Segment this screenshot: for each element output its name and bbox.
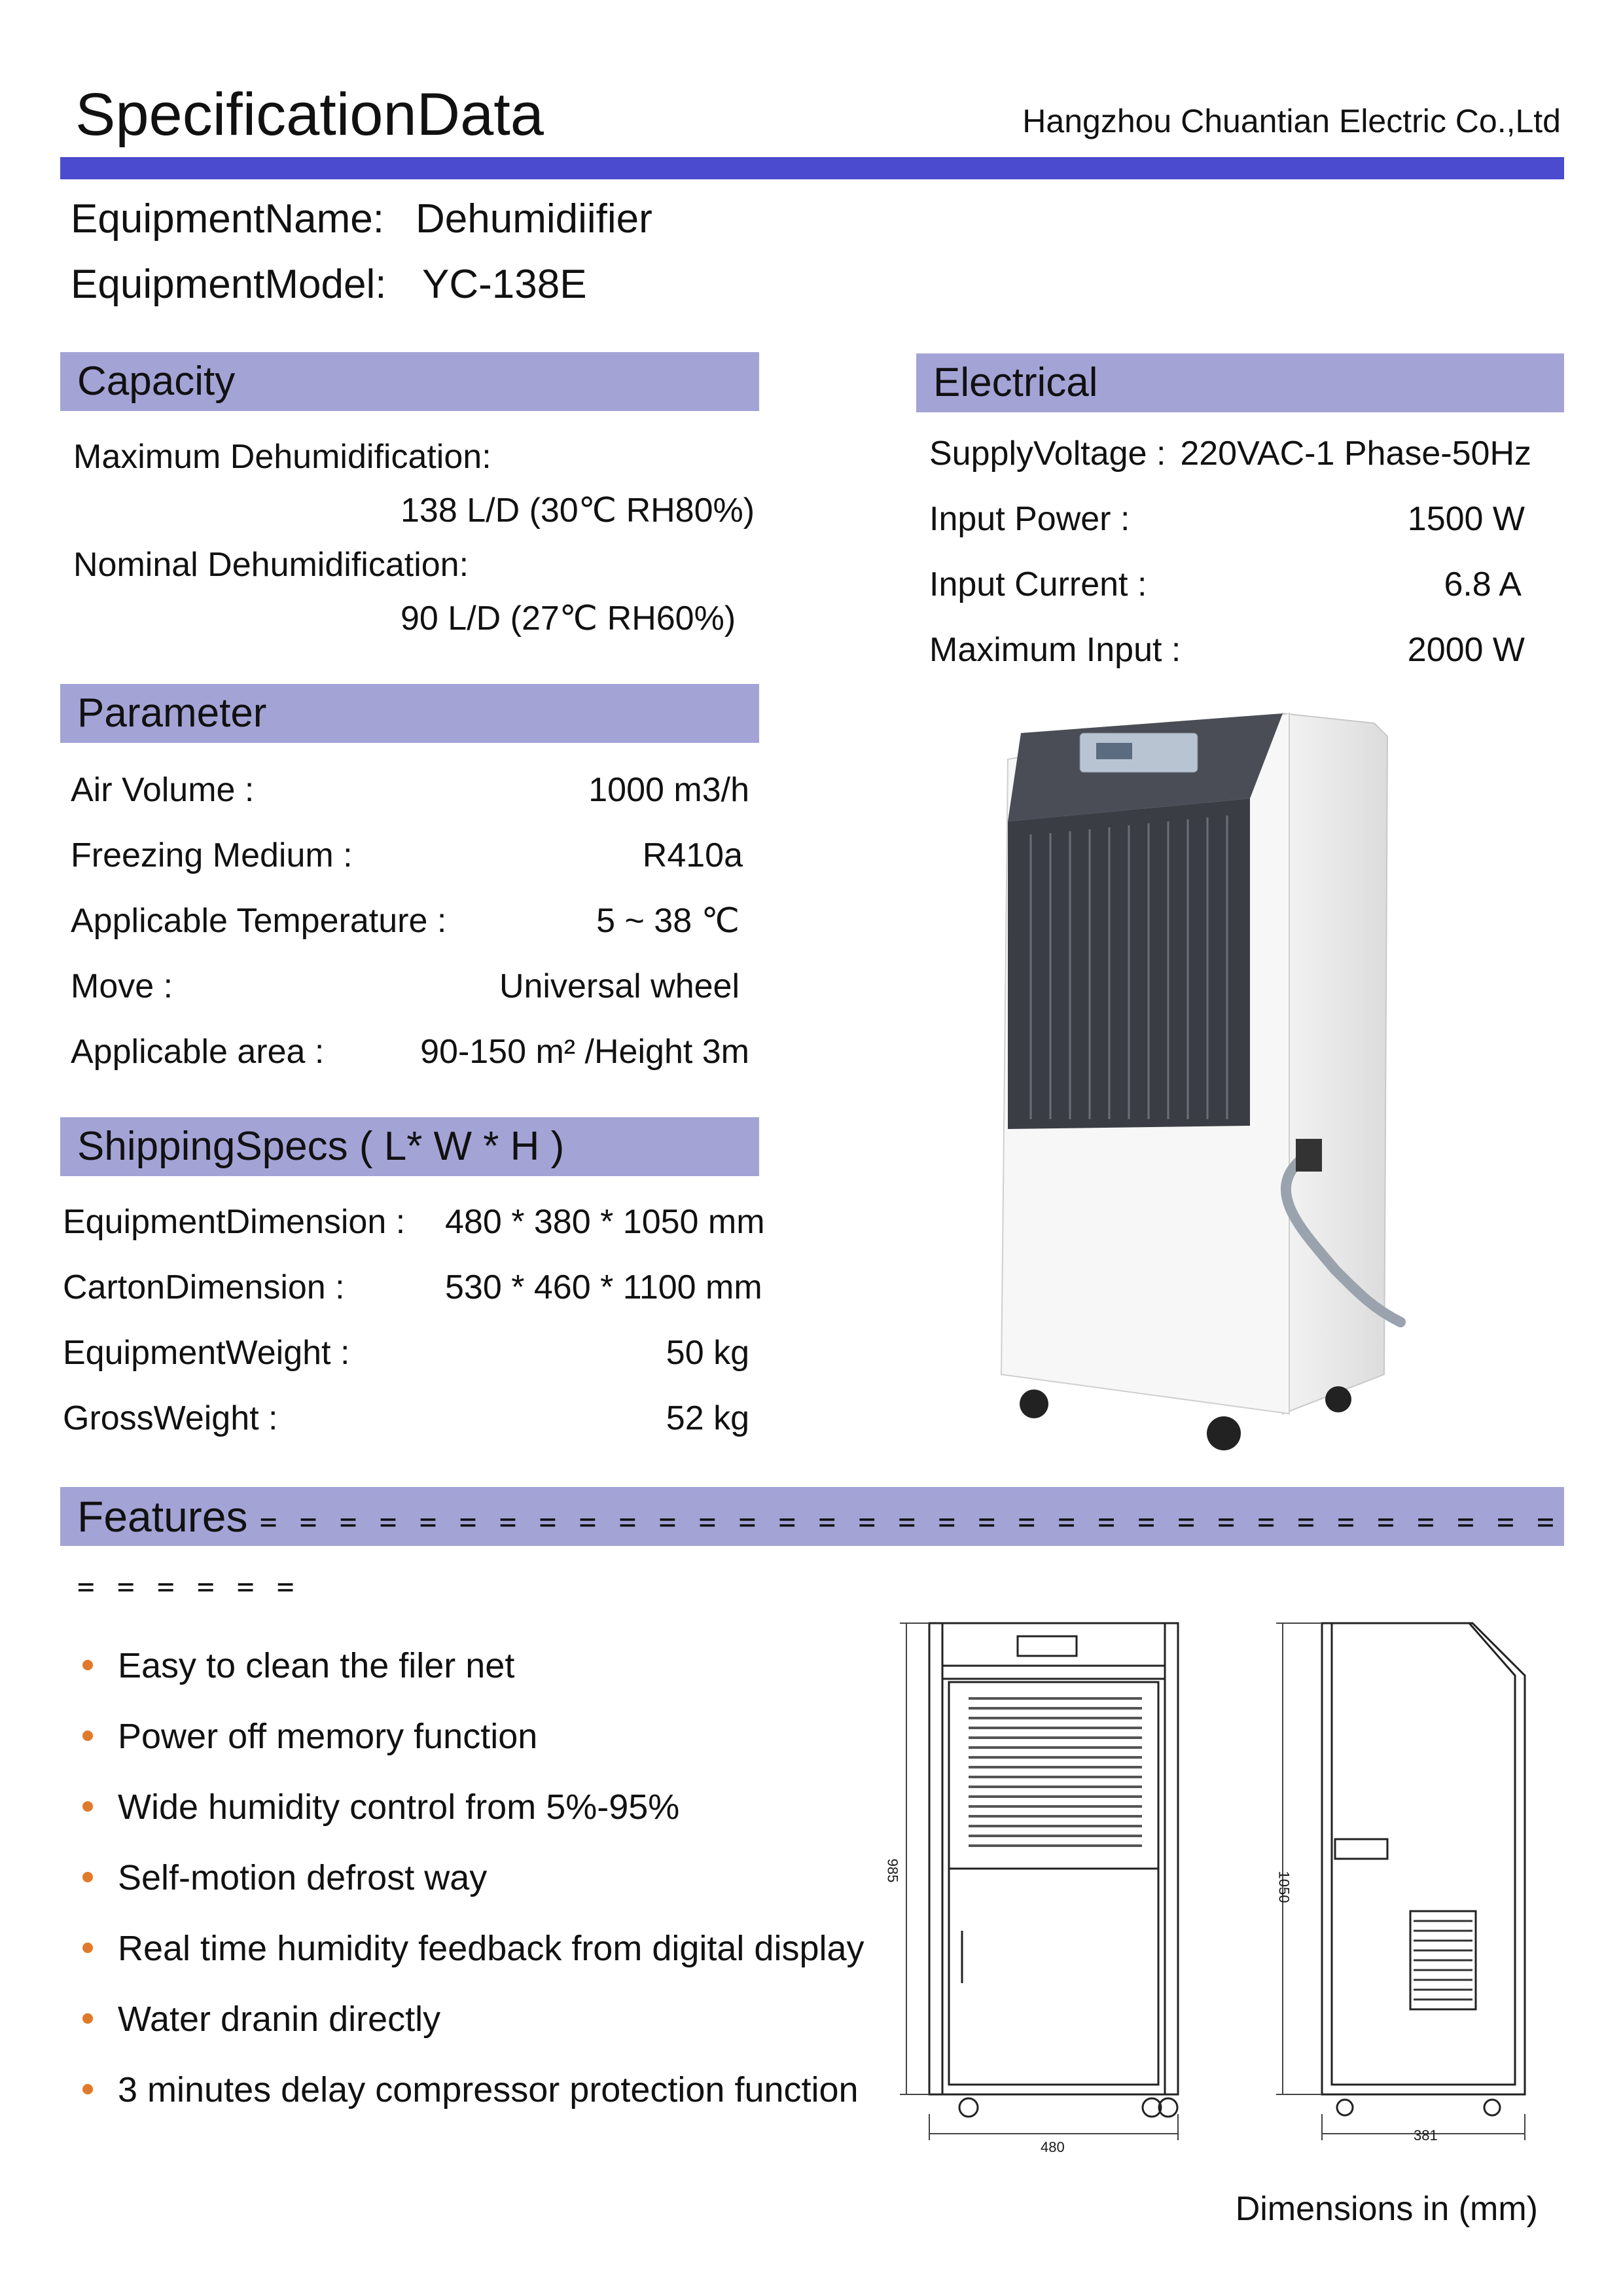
electrical-label: Input Current :	[929, 565, 1147, 603]
electrical-value: 1500 W	[1407, 500, 1525, 538]
shipping-label: EquipmentWeight :	[63, 1334, 350, 1372]
list-item: Easy to clean the filer net	[77, 1643, 895, 1713]
side-height-dimension: 1050	[1275, 1871, 1293, 1903]
parameter-value: R410a	[642, 836, 743, 874]
equipment-name-value: Dehumidiifier	[416, 196, 652, 242]
capacity-max-label: Maximum Dehumidification:	[73, 438, 491, 476]
capacity-nominal-value: 90 L/D (27℃ RH60%)	[401, 600, 736, 637]
bullet-dot	[82, 1872, 93, 1882]
parameter-heading: Parameter	[60, 684, 759, 743]
front-view-drawing	[870, 1617, 1237, 2153]
shipping-heading: ShippingSpecs ( L* W * H )	[60, 1117, 759, 1176]
shipping-value: 530 * 460 * 1100 mm	[445, 1268, 762, 1306]
bullet-dot	[82, 2084, 93, 2094]
bullet-dot	[82, 1801, 93, 1812]
list-item: Self-motion defrost way	[77, 1855, 895, 1926]
features-dash-rule: = = = = = = = = = = = = = = = = = = = = = = = = = = = = = = = = = = = = = = =	[77, 1505, 1557, 1604]
shipping-value: 480 * 380 * 1050 mm	[445, 1203, 765, 1241]
features-heading: Features	[77, 1492, 248, 1541]
parameter-label: Applicable Temperature :	[71, 902, 447, 940]
equipment-model-value: YC-138E	[422, 262, 587, 307]
shipping-label: EquipmentDimension :	[63, 1203, 406, 1241]
equipment-model-label: EquipmentModel:	[71, 262, 387, 307]
capacity-heading: Capacity	[60, 352, 759, 411]
shipping-label: CartonDimension :	[63, 1268, 345, 1306]
electrical-value: 2000 W	[1407, 631, 1525, 669]
electrical-value: 220VAC-1 Phase-50Hz	[1180, 435, 1531, 473]
parameter-value: 5 ~ 38 ℃	[596, 902, 740, 940]
bullet-dot	[82, 1731, 93, 1741]
electrical-heading: Electrical	[916, 353, 1564, 412]
electrical-label: Input Power :	[929, 500, 1130, 538]
bullet-dot	[82, 1660, 93, 1670]
electrical-value: 6.8 A	[1444, 565, 1522, 603]
electrical-label: SupplyVoltage :	[929, 435, 1166, 473]
list-item: Wide humidity control from 5%-95%	[77, 1784, 895, 1855]
company-name: Hangzhou Chuantian Electric Co.,Ltd	[1022, 103, 1561, 139]
shipping-value: 50 kg	[666, 1334, 749, 1372]
header-divider-bar	[60, 157, 1564, 179]
parameter-label: Applicable area :	[71, 1033, 325, 1071]
front-width-dimension: 480	[1041, 2139, 1065, 2155]
page-title: SpecificationData	[75, 81, 544, 148]
parameter-label: Move :	[71, 967, 173, 1005]
bullet-dot	[82, 2013, 93, 2024]
list-item: Water dranin directly	[77, 1996, 895, 2067]
list-item: 3 minutes delay compressor protection function	[77, 2067, 895, 2138]
electrical-label: Maximum Input :	[929, 631, 1181, 669]
capacity-max-value: 138 L/D (30℃ RH80%)	[401, 492, 755, 529]
side-depth-dimension: 381	[1414, 2127, 1438, 2144]
dehumidifier-product-image	[982, 707, 1433, 1466]
equipment-name-label: EquipmentName:	[71, 196, 385, 242]
parameter-value: 1000 m3/h	[588, 771, 749, 809]
capacity-nominal-label: Nominal Dehumidification:	[73, 546, 469, 584]
dimensions-caption: Dimensions in (mm)	[1235, 2190, 1538, 2228]
parameter-label: Freezing Medium :	[71, 836, 353, 874]
list-item: Power off memory function	[77, 1713, 895, 1784]
parameter-value: 90-150 m² /Height 3m	[420, 1033, 749, 1071]
shipping-label: GrossWeight :	[63, 1399, 278, 1437]
features-heading-bar	[60, 1487, 1564, 1604]
list-item: Real time humidity feedback from digital display	[77, 1926, 895, 1996]
side-view-drawing	[1270, 1617, 1544, 2153]
front-height-dimension: 985	[884, 1858, 901, 1883]
parameter-value: Universal wheel	[499, 967, 740, 1005]
shipping-value: 52 kg	[666, 1399, 749, 1437]
features-list	[77, 1643, 895, 2138]
parameter-label: Air Volume :	[71, 771, 255, 809]
bullet-dot	[82, 1943, 93, 1953]
